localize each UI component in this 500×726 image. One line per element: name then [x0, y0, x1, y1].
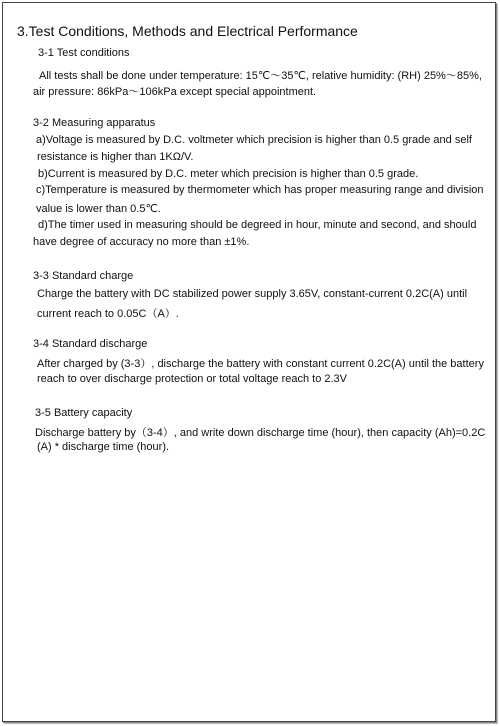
section-line: current reach to 0.05C（A）.	[37, 308, 179, 320]
section-line: c)Temperature is measured by thermometer which has proper measuring range and division	[36, 184, 484, 196]
section-line: d)The timer used in measuring should be degreed in hour, minute and second, and should	[38, 219, 477, 231]
section-heading: 3-5 Battery capacity	[35, 407, 133, 419]
section-line: value is lower than 0.5℃.	[36, 203, 161, 215]
section-line: Charge the battery with DC stabilized power supply 3.65V, constant-current 0.2C(A) until	[37, 288, 468, 300]
section-heading: 3-4 Standard discharge	[33, 338, 148, 350]
section-line: After charged by (3-3）, discharge the battery with constant current 0.2C(A) until the battery	[37, 358, 484, 370]
section-line: reach to over discharge protection or total voltage reach to 2.3V	[37, 373, 348, 385]
section-line: have degree of accuracy no more than ±1%.	[33, 236, 250, 248]
section-line: b)Current is measured by D.C. meter which precision is higher than 0.5 grade.	[38, 168, 419, 180]
section-heading: 3-3 Standard charge	[33, 270, 134, 282]
section-line: a)Voltage is measured by D.C. voltmeter which precision is higher than 0.5 grade and self	[36, 134, 472, 146]
section-heading: 3-2 Measuring apparatus	[33, 117, 156, 129]
section-line: Discharge battery by（3-4）, and write down discharge time (hour), then capacity (Ah)=0.2C	[35, 427, 486, 439]
page-title: 3.Test Conditions, Methods and Electrical Performance	[17, 23, 358, 39]
section-line: All tests shall be done under temperature: 15℃～35℃, relative humidity: (RH) 25%～85%,	[39, 70, 482, 82]
section-line: resistance is higher than 1KΩ/V.	[37, 151, 194, 163]
section-line: (A) * discharge time (hour).	[37, 441, 170, 453]
section-line: air pressure: 86kPa～106kPa except special appointment.	[33, 86, 317, 98]
section-heading: 3-1 Test conditions	[38, 47, 130, 59]
